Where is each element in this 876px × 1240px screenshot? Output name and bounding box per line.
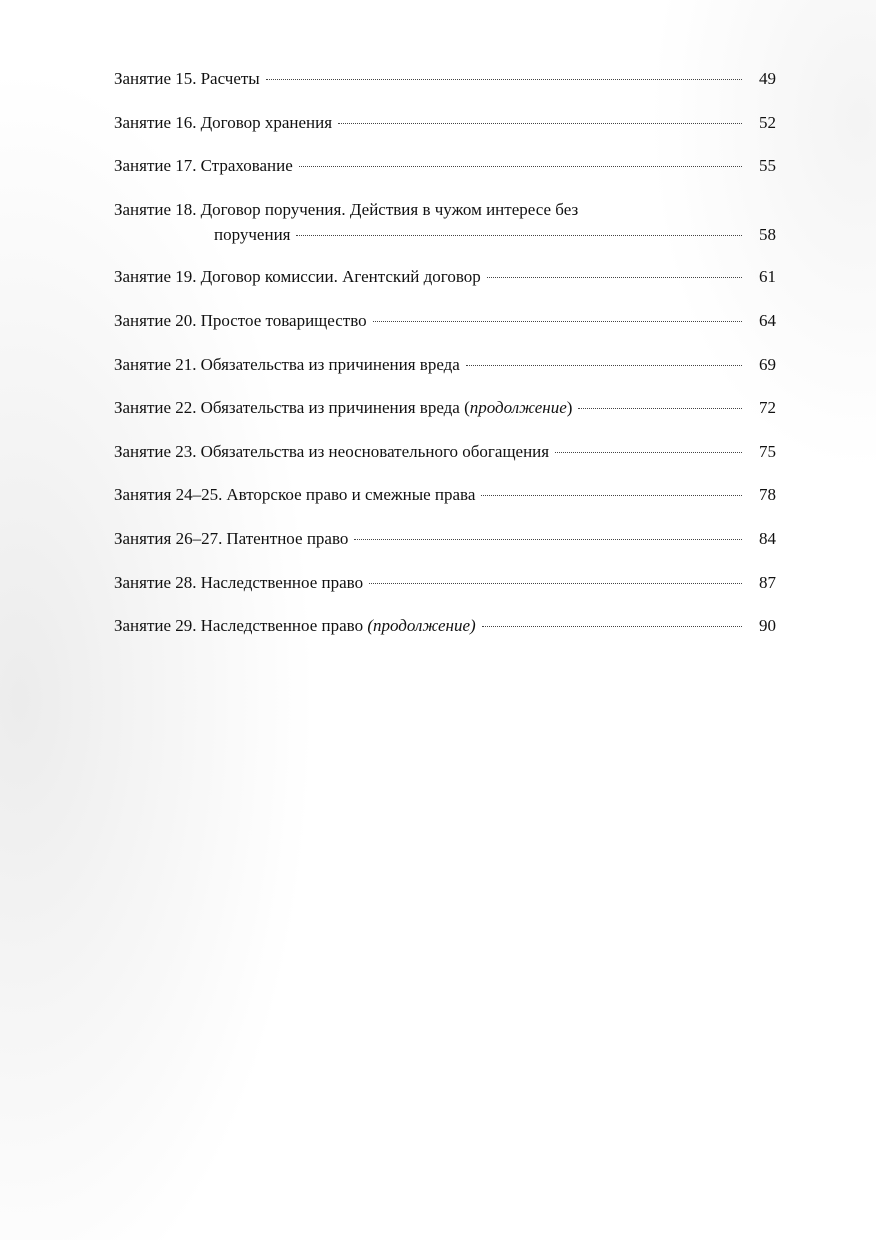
dot-leader	[487, 277, 742, 278]
toc-entry-title-text: Наследственное право	[200, 616, 364, 636]
toc-entry-page: 78	[759, 485, 776, 505]
toc-entry	[114, 615, 776, 637]
dot-leader	[555, 452, 742, 453]
dot-leader	[481, 495, 742, 496]
dot-leader	[373, 321, 742, 322]
toc-entry-page: 75	[759, 441, 776, 461]
toc-entry-title: Договор хранения	[200, 112, 333, 132]
toc-entry-page: 49	[759, 69, 776, 88]
toc-entry-page: 61	[759, 267, 776, 287]
dot-leader	[266, 79, 742, 80]
toc-entry	[114, 484, 776, 506]
toc-entry-page: 87	[759, 572, 776, 592]
dot-leader	[338, 123, 742, 124]
toc-entry-title-continuation: поручения	[214, 224, 291, 244]
toc-entry-page: 64	[759, 310, 776, 330]
toc-entry-number: Занятие 17.	[114, 156, 197, 176]
toc-entry-title: Договор поручения. Действия в чужом интересе без	[200, 199, 579, 219]
toc-entry-title-tail: )	[566, 398, 573, 418]
toc-entry-title: Договор комиссии. Агентский договор	[200, 267, 481, 287]
toc-entry-number: Занятие 29.	[114, 616, 197, 636]
dot-leader	[354, 539, 742, 540]
toc-entry-page: 72	[759, 398, 776, 418]
toc-entry-title: Обязательства из причинения вреда	[200, 354, 460, 374]
dot-leader	[296, 235, 742, 236]
toc-entry-title: Расчеты	[200, 69, 260, 88]
toc-entry-title: Простое товарищество	[200, 310, 367, 330]
dot-leader	[369, 583, 742, 584]
toc-entry	[114, 528, 776, 550]
toc-entry-page: 58	[759, 224, 776, 244]
toc-entry-title	[201, 397, 573, 419]
toc-entry-number: Занятие 16.	[114, 112, 197, 132]
dot-leader	[299, 166, 742, 167]
toc-entry-page: 90	[759, 616, 776, 636]
toc-entry	[114, 441, 776, 463]
toc-entry-number: Занятие 19.	[114, 267, 197, 287]
toc-entry-number: Занятия 24–25.	[114, 485, 223, 505]
toc-entry-title-italic: (продолжение)	[367, 616, 476, 636]
toc-entry	[114, 199, 776, 245]
toc-entry-title-italic: продолжение	[469, 398, 567, 418]
toc-entry-number: Занятие 28.	[114, 572, 197, 592]
toc-entry	[114, 310, 776, 332]
toc-entry	[114, 155, 776, 177]
dot-leader	[578, 408, 742, 409]
toc-entry-title: Обязательства из неосновательного обогащения	[200, 441, 550, 461]
toc-entry	[114, 112, 776, 134]
toc-entry-number: Занятие 18.	[114, 199, 197, 219]
toc-entry-title: Наследственное право	[200, 572, 364, 592]
toc-entry-number: Занятие 23.	[114, 441, 197, 461]
toc-entry	[114, 397, 776, 419]
toc-entry-page: 55	[759, 156, 776, 176]
toc-entry-title: Страхование	[200, 156, 293, 176]
toc-entry-page: 52	[759, 112, 776, 132]
dot-leader	[482, 626, 742, 627]
toc-entry-number: Занятие 15.	[114, 69, 197, 88]
toc-entry	[114, 68, 776, 90]
toc-entry-title: Авторское право и смежные права	[226, 485, 476, 505]
toc-entry-page: 84	[759, 528, 776, 548]
toc-entry	[114, 354, 776, 376]
table-of-contents	[114, 68, 776, 659]
toc-entry-number: Занятия 26–27.	[114, 528, 223, 548]
toc-entry-title-text: Обязательства из причинения вреда (	[200, 398, 470, 418]
toc-entry-number: Занятие 21.	[114, 354, 197, 374]
dot-leader	[466, 365, 742, 366]
toc-entry-number: Занятие 20.	[114, 310, 197, 330]
toc-entry-page: 69	[759, 354, 776, 374]
toc-entry-number: Занятие 22.	[114, 398, 197, 418]
toc-entry-title: Патентное право	[226, 528, 349, 548]
toc-entry-title	[201, 615, 476, 637]
toc-entry	[114, 266, 776, 288]
toc-entry	[114, 572, 776, 594]
